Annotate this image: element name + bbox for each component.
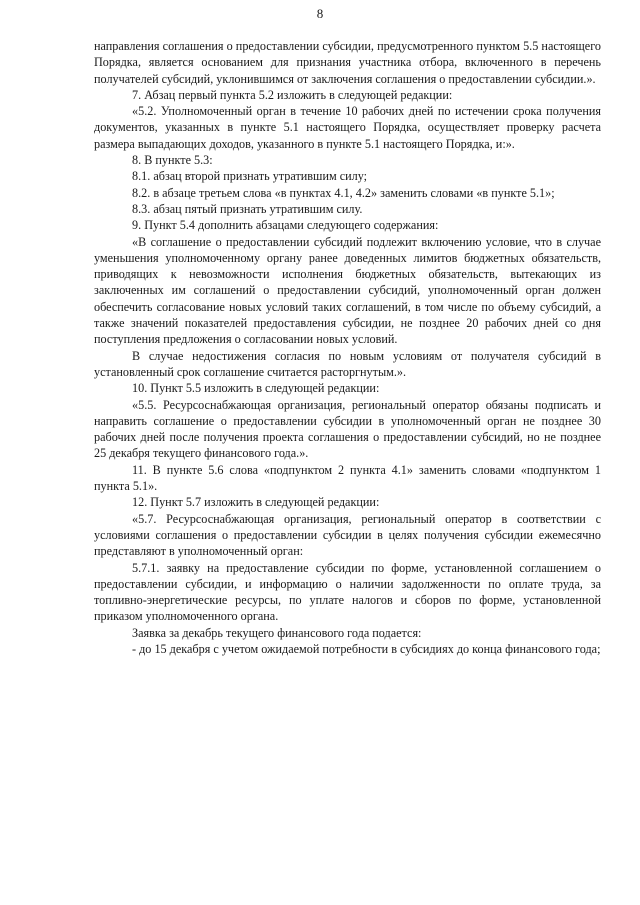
paragraph: 8.1. абзац второй признать утратившим силу;	[132, 169, 368, 184]
paragraph: «5.5. Ресурсоснабжающая организация, региональный оператор обязаны подписать и направить соглашение о предоставлении субсидии в уполномоченный орган не позднее 30 рабочих дней после получения проекта соглашения о предоставлении субсидий, но не позднее 25 декабря текущего финансового года.».	[94, 397, 601, 461]
page-number: 8	[316, 6, 324, 21]
paragraph: Заявка за декабрь текущего финансового года подается:	[132, 625, 422, 640]
paragraph: - до 15 декабря с учетом ожидаемой потребности в субсидиях до конца финансового года;	[132, 641, 601, 656]
paragraph: 8. В пункте 5.3:	[132, 153, 213, 168]
paragraph: 10. Пункт 5.5 изложить в следующей редакции:	[132, 381, 380, 396]
paragraph: 5.7.1. заявку на предоставление субсидии по форме, установленной соглашением о предоставлении субсидии, и информацию о наличии задолженности по оплате труда, за топливно-энергетические ресурсы, по уплате налогов и сборов по форме, установленной приказом уполномоченного органа.	[94, 560, 601, 624]
paragraph: 9. Пункт 5.4 дополнить абзацами следующего содержания:	[132, 218, 439, 233]
paragraph: направления соглашения о предоставлении субсидии, предусмотренного пунктом 5.5 настоящего Порядка, является основанием для признания участника отбора, включенного в перечень получателей субсидий, уклонившимся от заключения соглашения о предоставлении субсидии.».	[94, 39, 601, 86]
paragraph: В случае недостижения согласия по новым условиям от получателя субсидий в установленный срок соглашение считается расторгнутым.».	[94, 348, 601, 379]
paragraph: «В соглашение о предоставлении субсидий подлежит включению условие, что в случае уменьшения уполномоченному органу ранее доведенных лимитов бюджетных обязательств, приводящих к невозможности исполнения бюджетных обязательств, вытекающих из заключенных им соглашений о предоставлении субсидий, уполномоченный орган должен обеспечить согласование новых условий таких соглашений, в том числе по объему субсидий, а также значений показателей предоставления субсидии, не позднее 20 рабочих дней со дня поступления предложения о согласовании новых условий.	[94, 234, 601, 347]
paragraph: 12. Пункт 5.7 изложить в следующей редакции:	[132, 495, 380, 510]
paragraph: 7. Абзац первый пункта 5.2 изложить в следующей редакции:	[132, 87, 453, 102]
document-body	[94, 38, 601, 657]
paragraph: 8.3. абзац пятый признать утратившим силу.	[132, 201, 363, 216]
paragraph: «5.2. Уполномоченный орган в течение 10 рабочих дней по истечении срока получения документов, указанных в пункте 5.1 настоящего Порядка, осуществляет проверку расчета размера выпадающих доходов, указанного в пункте 5.1 настоящего Порядка, и:».	[94, 104, 601, 151]
paragraph: «5.7. Ресурсоснабжающая организация, региональный оператор в соответствии с условиями соглашения о предоставлении субсидии в целях получения субсидии ежемесячно представляют в уполномоченный орган:	[94, 511, 601, 559]
paragraph: 11. В пункте 5.6 слова «подпунктом 2 пункта 4.1» заменить словами «подпунктом 1 пункта 5.1».	[94, 462, 601, 494]
paragraph: 8.2. в абзаце третьем слова «в пунктах 4.1, 4.2» заменить словами «в пункте 5.1»;	[132, 185, 555, 200]
